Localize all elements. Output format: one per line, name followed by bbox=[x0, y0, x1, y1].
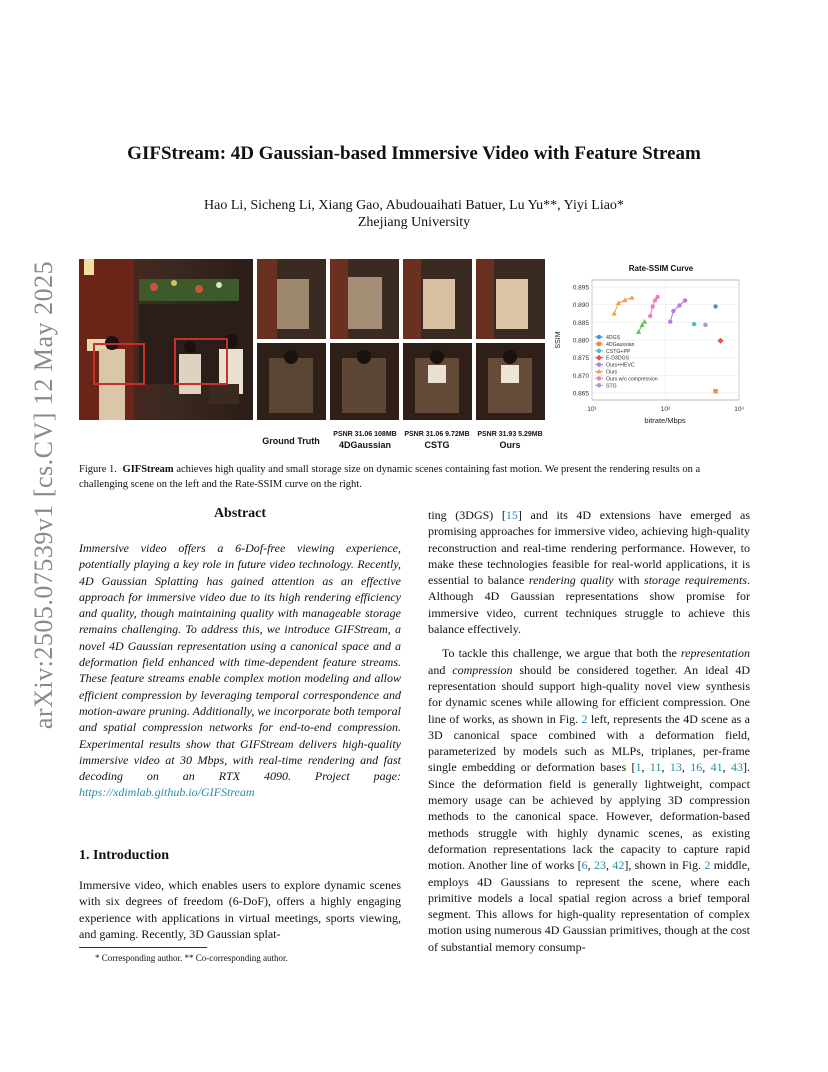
method-stats-cstg: PSNR 31.06 9.72MB bbox=[404, 431, 470, 438]
abstract-heading: Abstract bbox=[213, 506, 267, 521]
abstract-body bbox=[79, 540, 401, 801]
figure-caption bbox=[79, 462, 751, 492]
right-column bbox=[428, 507, 750, 955]
crop-4dgaussian-top bbox=[257, 259, 326, 339]
data-point bbox=[668, 319, 672, 323]
x-tick-label: 10² bbox=[660, 406, 671, 413]
cite-1[interactable]: 1 bbox=[635, 760, 642, 775]
legend-entry: Ours bbox=[606, 369, 618, 376]
method-stats-4dgaussian: PSNR 31.06 108MB bbox=[333, 431, 397, 438]
paragraph-2: To tackle this challenge, we argue that both the representation and compression should be considered together. An ideal 4D representation should support high-quality novel view synthesis for dynamic scenes while allowing for efficient compression. One line of works, as shown in Fig. 2 left, represents the 4D scene as a 3D canonical space combined with a deformation field, parameterized by models such as MLPs, triplanes, per-frame single embedding or deformation bases [1, 11, 13, 16, 41, 43]. Since the deformation field is generally lightweight, compact memory usage can be achieved by applying 3D compression methods to the canonical space. However, deformation-based methods struggle with highly dynamic scenes, as existing deformation representations lack the capacity to capture rapid motion. Another line of works [6, 23, 42], shown in Fig. 2 middle, employs 4D Gaussians to represent the scene, where each primitive models a local spatial region across a brief temporal segment. This allows for high-quality representation of complex motion using numerous 4D Gaussian primitives, though at the cost of substantial memory consump- bbox=[428, 646, 751, 954]
data-point bbox=[653, 298, 657, 302]
author-list: Hao Li, Sicheng Li, Xiang Gao, Abudouaihati Batuer, Lu Yu**, Yiyi Liao* bbox=[204, 198, 624, 213]
crop-gt-bottom bbox=[476, 343, 545, 420]
footnote-rule bbox=[79, 947, 207, 948]
y-tick-label: 0.870 bbox=[572, 372, 589, 380]
crop-ours-top bbox=[403, 259, 472, 339]
legend-entry: 4DGaussian bbox=[606, 341, 635, 348]
cite-11[interactable]: 11 bbox=[649, 760, 662, 775]
data-point bbox=[651, 304, 655, 308]
data-point bbox=[655, 295, 659, 299]
legend-marker bbox=[596, 355, 602, 361]
paper-title: GIFStream: 4D Gaussian-based Immersive Video with Feature Stream bbox=[127, 143, 701, 164]
fig-2-ref-b[interactable]: 2 bbox=[704, 858, 711, 873]
caption-prefix: Figure 1. bbox=[79, 464, 117, 475]
series-line bbox=[614, 298, 632, 314]
legend-marker bbox=[597, 349, 601, 353]
method-name-cstg: CSTG bbox=[424, 440, 450, 450]
caption-text: achieves high quality and small storage size on dynamic scenes containing fast motion. We present the rendering results on a challenging scene on the left and the Rate-SSIM curve on the right. bbox=[79, 464, 701, 490]
crop-cstg-bottom bbox=[330, 343, 399, 420]
legend-entry: STG bbox=[606, 383, 617, 390]
y-tick-label: 0.885 bbox=[572, 319, 589, 327]
caption-bold: GIFStream bbox=[122, 464, 174, 475]
paragraph-1: ting (3DGS) [15] and its 4D extensions have emerged as promising approaches for immersive video, achieving high-quality reconstruction and real-time rendering performance. However, to make these technologies feasible for real-world applications, it is essential to balance rendering quality with storage requirements. Although 4D Gaussian representations show promise for immersive video, current techniques struggle to achieve this balance effectively. bbox=[428, 508, 751, 637]
legend-entry: E-D3DGS bbox=[606, 355, 630, 362]
data-point bbox=[636, 329, 641, 334]
arxiv-stamp bbox=[24, 260, 64, 730]
data-point bbox=[692, 322, 696, 326]
cite-43[interactable]: 43 bbox=[731, 760, 744, 775]
cite-42[interactable]: 42 bbox=[612, 858, 625, 873]
affiliation: Zhejiang University bbox=[357, 215, 471, 230]
abstract-text: Immersive video offers a 6-Dof-free viewing experience, potentially playing a key role in future video technology. Recently, 4D Gaussian Splatting has gained attention as an effective approach for immersive video due to its high rendering efficiency and quality, though maintaining quality with manageable storage remains challenging. To address this, we introduce GIFStream, a novel 4D Gaussian representation using a canonical space and a deformation field enhanced with time-dependent feature streams. These feature streams enable complex motion modeling and allow efficient compression by leveraging temporal correspondence and motion-aware pruning. Additionally, we incorporate both temporal and spatial compression networks for end-to-end compression. Experimental results show that GIFStream delivers high-quality immersive video at 30 Mbps, with real-time rendering and fast decoding on an RTX 4090. Project page: bbox=[79, 541, 401, 784]
ground-truth-label: Ground Truth bbox=[262, 436, 320, 446]
intro-body: Immersive video, which enables users to explore dynamic scenes with six degrees of freedom (6-DoF), offers a highly engaging experience with applications in virtual meetings, sports viewing, and gaming. Recently, 3D Gaussian splat- bbox=[79, 878, 401, 941]
method-name-ours: Ours bbox=[499, 440, 521, 450]
cite-23[interactable]: 23 bbox=[594, 858, 606, 873]
method-stats-ours: PSNR 31.93 5.29MB bbox=[477, 431, 543, 438]
y-tick-label: 0.890 bbox=[572, 302, 589, 310]
data-point bbox=[717, 338, 723, 344]
project-link[interactable]: https://xdimlab.github.io/GIFStream bbox=[79, 785, 255, 800]
y-tick-label: 0.875 bbox=[572, 355, 589, 363]
data-point bbox=[713, 304, 717, 308]
legend-entry: CSTG+PP bbox=[606, 348, 631, 355]
rate-ssim-chart bbox=[550, 258, 750, 428]
legend-entry: Ours+HEVC bbox=[606, 362, 635, 369]
fig-2-ref-a[interactable]: 2 bbox=[581, 711, 588, 726]
crop-cstg-top bbox=[330, 259, 399, 339]
method-name-4dgaussian: 4DGaussian bbox=[338, 440, 392, 450]
x-axis-label: bitrate/Mbps bbox=[644, 416, 686, 425]
legend-marker bbox=[597, 335, 601, 339]
crop-gt-top bbox=[476, 259, 545, 339]
data-point bbox=[648, 314, 652, 318]
legend-marker bbox=[597, 383, 601, 387]
legend-entry: Ours w/o compression bbox=[606, 376, 658, 383]
cite-15[interactable]: 15 bbox=[505, 508, 518, 522]
x-tick-label: 10³ bbox=[734, 406, 744, 413]
data-point bbox=[642, 319, 647, 324]
chart-title: Rate-SSIM Curve bbox=[628, 264, 694, 273]
cite-41[interactable]: 41 bbox=[710, 760, 723, 775]
legend-marker bbox=[597, 342, 601, 346]
data-point bbox=[677, 303, 681, 307]
cite-13[interactable]: 13 bbox=[669, 760, 682, 775]
data-point bbox=[703, 323, 707, 327]
data-point bbox=[713, 389, 717, 393]
legend-entry: 4DGS bbox=[606, 335, 621, 341]
intro-heading: 1. Introduction bbox=[79, 848, 169, 863]
y-tick-label: 0.880 bbox=[572, 337, 589, 345]
cite-16[interactable]: 16 bbox=[690, 760, 703, 775]
y-tick-label: 0.865 bbox=[572, 390, 589, 398]
crop-ours-bottom bbox=[403, 343, 472, 420]
x-tick-label: 10¹ bbox=[587, 406, 597, 413]
data-point bbox=[671, 309, 675, 313]
data-point bbox=[629, 295, 634, 300]
cite-6[interactable]: 6 bbox=[581, 858, 588, 873]
data-point bbox=[612, 311, 617, 316]
arxiv-id: arXiv:2505.07539v1 [cs.CV] 12 May 2025 bbox=[29, 260, 58, 730]
legend-marker bbox=[597, 376, 601, 380]
chart-legend bbox=[595, 335, 658, 390]
crop-4dgaussian-bottom bbox=[257, 343, 326, 420]
legend-marker bbox=[597, 362, 601, 366]
y-axis-label: SSIM bbox=[555, 331, 562, 349]
footnote: * Corresponding author. ** Co-corresponding author. bbox=[95, 953, 288, 963]
y-tick-label: 0.895 bbox=[572, 284, 589, 292]
ground-truth-image bbox=[79, 259, 253, 420]
data-point bbox=[683, 298, 687, 302]
